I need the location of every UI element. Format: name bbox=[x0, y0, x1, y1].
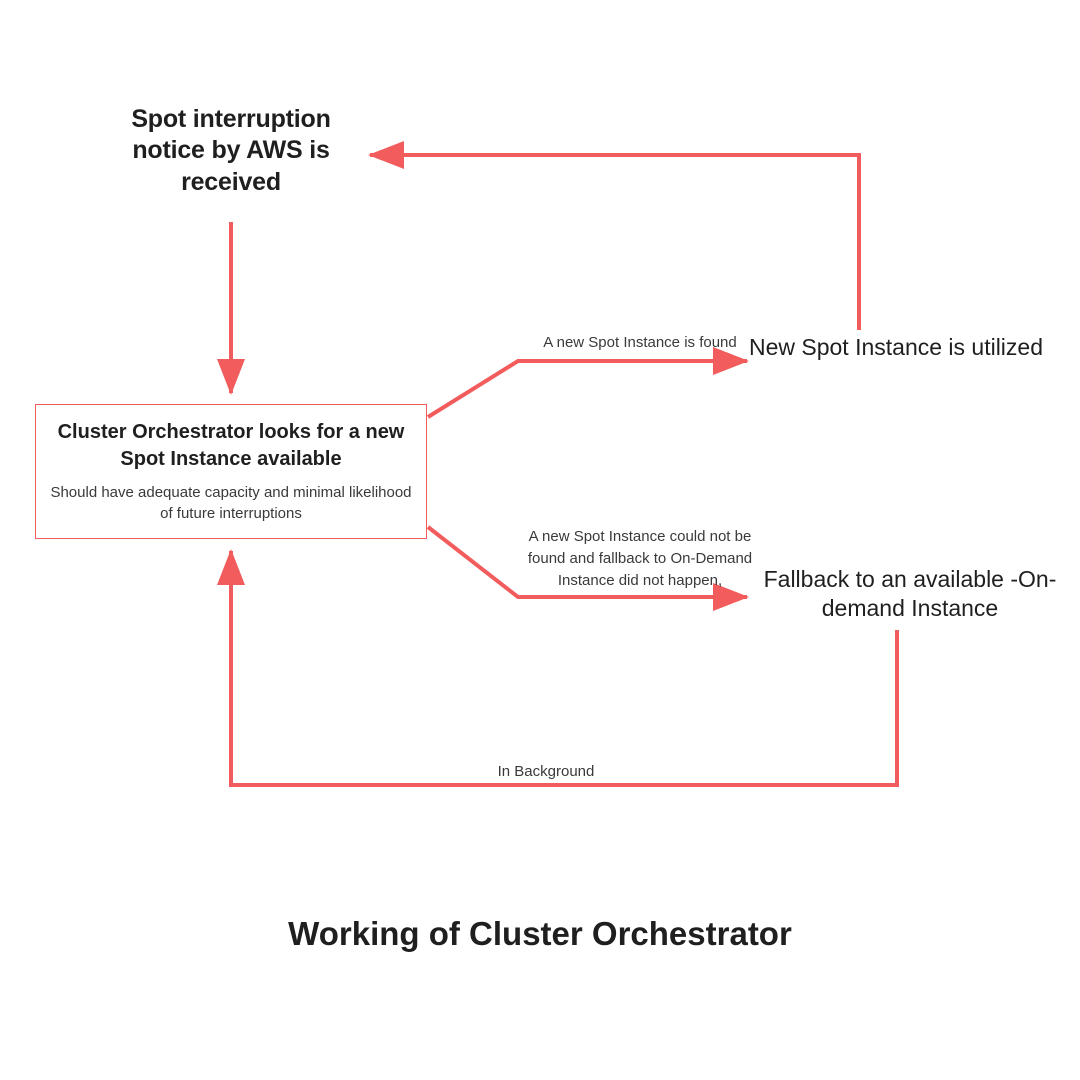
node-spot-interruption-notice: Spot interruption notice by AWS is received bbox=[131, 105, 331, 196]
arrow-new-spot-to-notice bbox=[370, 155, 859, 330]
edge-label-in-background: In Background bbox=[497, 763, 595, 780]
edge-label-spot-instance-found: A new Spot Instance is found bbox=[543, 334, 737, 351]
node-cluster-orchestrator-title: Cluster Orchestrator looks for a new Spot Instance available bbox=[57, 421, 405, 471]
node-fallback-on-demand-instance: Fallback to an available -On-demand Instance bbox=[763, 566, 1057, 621]
edge-label-spot-instance-not-found: A new Spot Instance could not be found and fallback to On-Demand Instance did not happen, bbox=[527, 528, 753, 589]
diagram-caption: Working of Cluster Orchestrator bbox=[288, 915, 792, 952]
node-cluster-orchestrator bbox=[35, 404, 427, 539]
node-cluster-orchestrator-subtitle: Should have adequate capacity and minimal likelihood of future interruptions bbox=[50, 484, 412, 522]
node-new-spot-instance-utilized: New Spot Instance is utilized bbox=[748, 334, 1044, 360]
arrow-orchestrator-to-new-spot bbox=[428, 361, 747, 417]
